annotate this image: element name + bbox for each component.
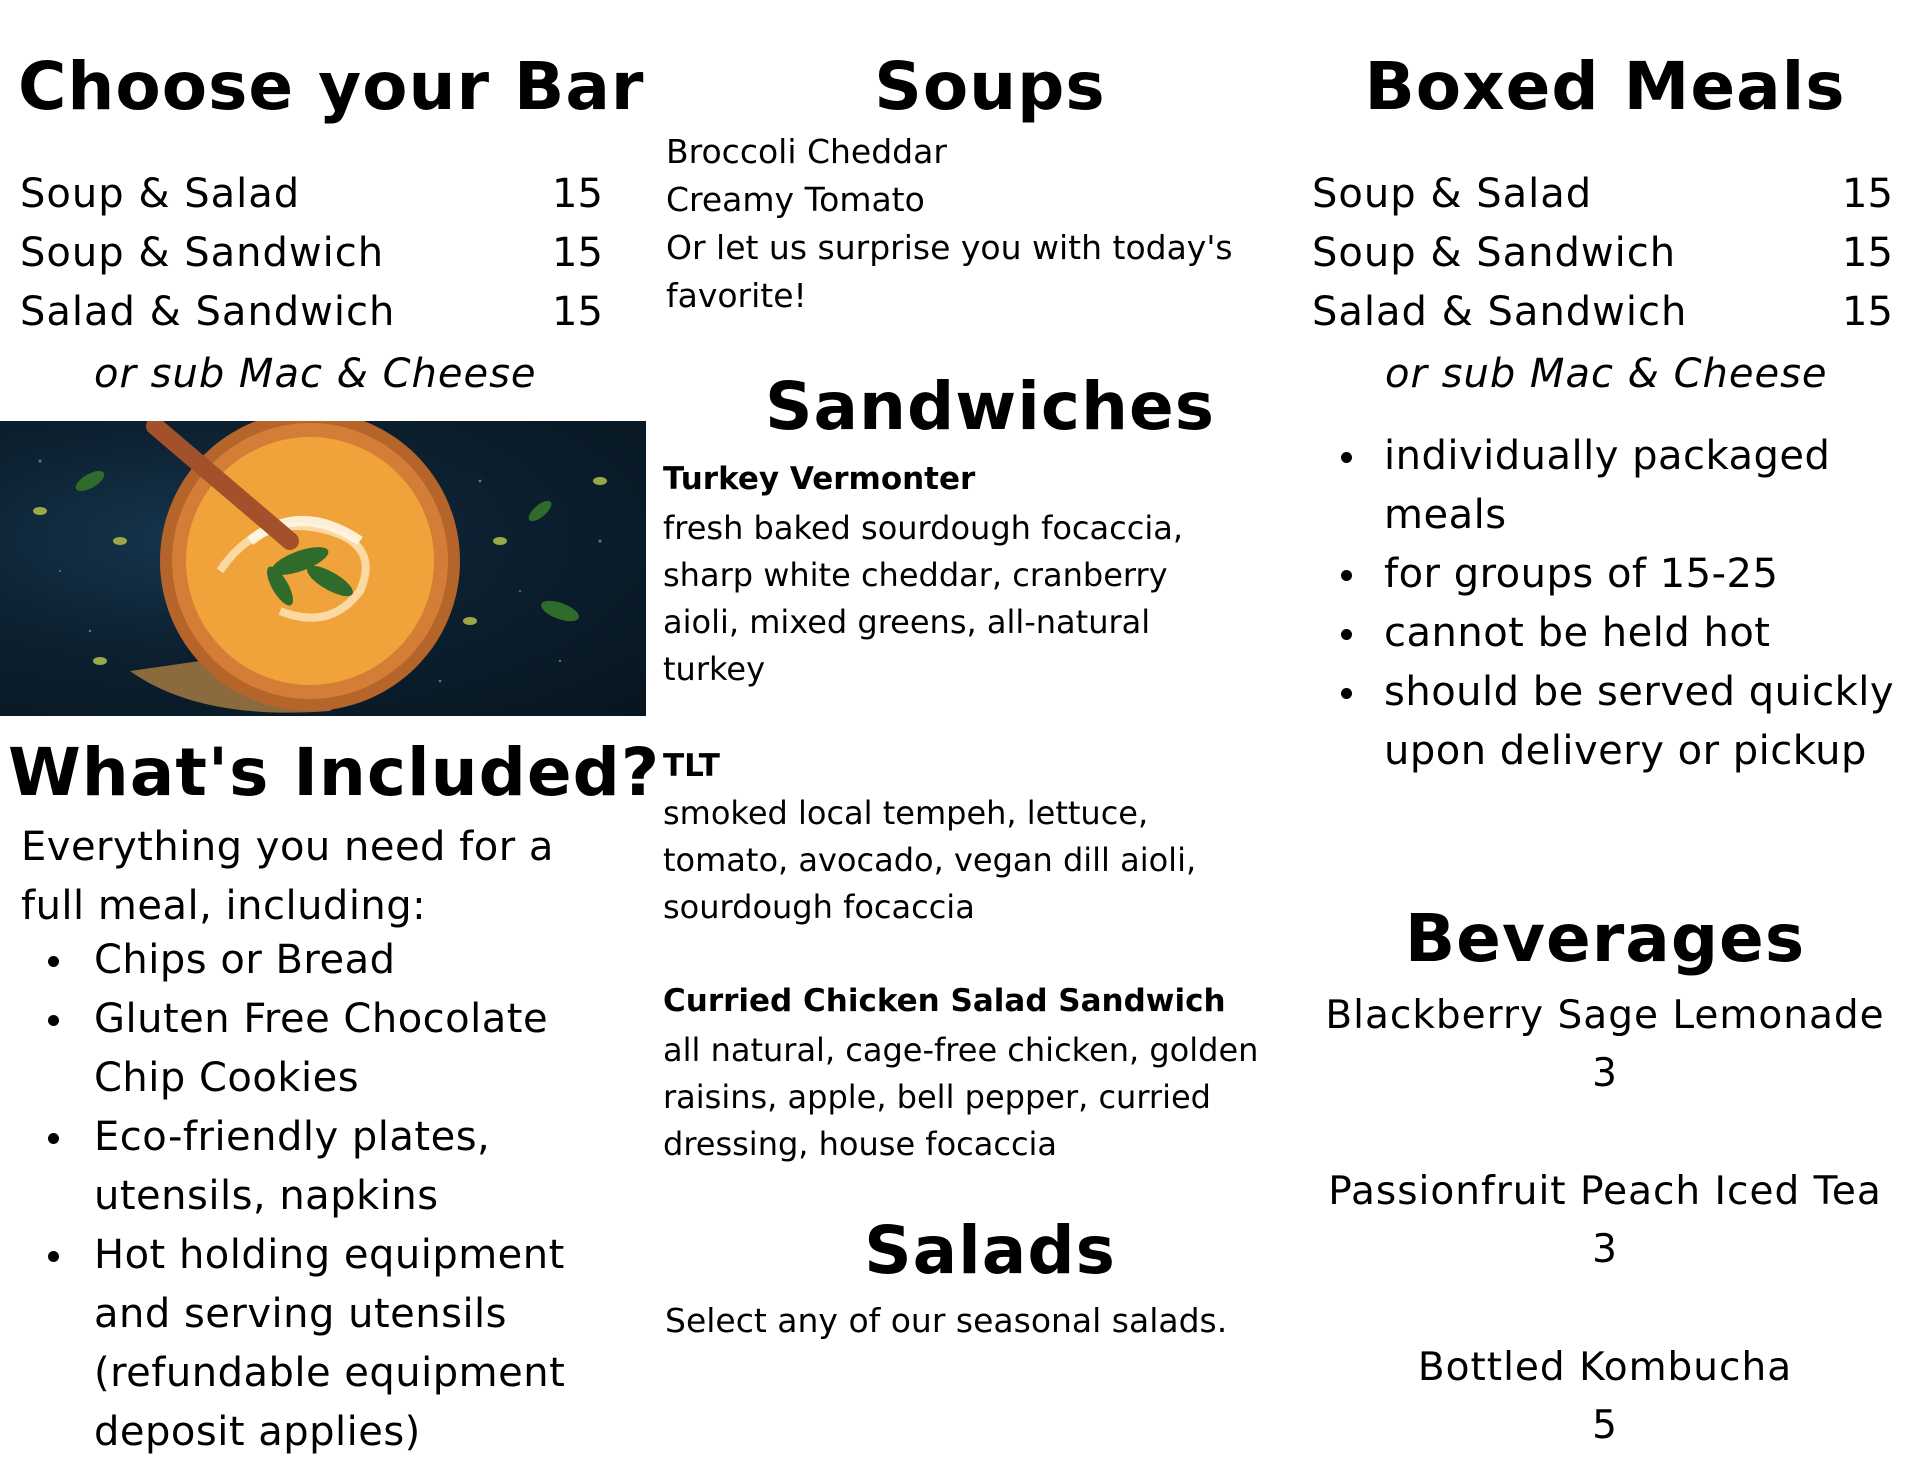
beverages-title: Beverages [1404, 900, 1806, 977]
included-item: Gluten Free Chocolate Chip Cookies [22, 990, 582, 1108]
boxed-item-1-name: Soup & Salad [1312, 171, 1593, 217]
sandwich-2-desc: smoked local tempeh, lettuce, tomato, avocado, vegan dill aioli, sourdough focaccia [663, 794, 1197, 926]
boxed-title: Boxed Meals [1364, 48, 1846, 125]
boxed-notes [1314, 427, 1914, 781]
beverage-1-price: 3 [1592, 1051, 1618, 1096]
boxed-item-3-price: 15 [1842, 289, 1893, 335]
bar-item-2-price: 15 [552, 230, 603, 276]
bar-item-1-price: 15 [552, 171, 603, 217]
boxed-item-2-name: Soup & Sandwich [1312, 230, 1677, 276]
included-intro-line-2: full meal, including: [21, 883, 427, 929]
soup-bowl-icon [0, 421, 646, 716]
soup-item: Broccoli Cheddar [666, 132, 947, 171]
boxed-item-2-price: 15 [1842, 230, 1893, 276]
included-title: What's Included? [8, 734, 661, 811]
bar-item-2-name: Soup & Sandwich [20, 230, 385, 276]
included-intro-line-1: Everything you need for a [21, 824, 554, 870]
beverage-2-price: 3 [1592, 1227, 1618, 1272]
boxed-item-3-name: Salad & Sandwich [1312, 289, 1688, 335]
bar-item-1-name: Soup & Salad [20, 171, 301, 217]
sandwich-3-name: Curried Chicken Salad Sandwich [663, 983, 1226, 1019]
included-list [22, 931, 582, 1462]
salads-title: Salads [864, 1212, 1116, 1289]
soup-item: Or let us surprise you with today's favorite! [666, 228, 1233, 315]
boxed-note: for groups of 15-25 [1314, 545, 1914, 604]
soup-item: Creamy Tomato [666, 180, 925, 219]
bar-item-3-price: 15 [552, 289, 603, 335]
bar-item-3-name: Salad & Sandwich [20, 289, 396, 335]
sandwich-1-desc: fresh baked sourdough focaccia, sharp white cheddar, cranberry aioli, mixed greens, all-natural turkey [663, 509, 1183, 688]
soups-list [666, 128, 1246, 320]
boxed-item-1-price: 15 [1842, 171, 1893, 217]
included-intro [21, 818, 554, 936]
bar-sub-note: or sub Mac & Cheese [94, 351, 537, 397]
bar-title: Choose your Bar [18, 48, 645, 125]
beverage-3-name: Bottled Kombucha [1417, 1345, 1793, 1390]
included-item: Eco-friendly plates, utensils, napkins [22, 1108, 582, 1226]
beverage-3-price: 5 [1592, 1403, 1618, 1448]
beverage-2-name: Passionfruit Peach Iced Tea [1328, 1169, 1882, 1214]
salads-text: Select any of our seasonal salads. [665, 1301, 1228, 1340]
soup-bowl-photo [0, 421, 646, 716]
sandwich-3-desc: all natural, cage-free chicken, golden raisins, apple, bell pepper, curried dressing, house focaccia [663, 1031, 1259, 1163]
beverage-1-name: Blackberry Sage Lemonade [1325, 993, 1885, 1038]
included-item: Hot holding equipment and serving utensils (refundable equipment deposit applies) [22, 1226, 582, 1462]
boxed-note: individually packaged meals [1314, 427, 1914, 545]
sandwich-1-name: Turkey Vermonter [663, 461, 976, 497]
sandwich-2-name: TLT [663, 748, 720, 784]
boxed-sub-note: or sub Mac & Cheese [1385, 351, 1828, 397]
boxed-note: should be served quickly upon delivery or pickup [1314, 663, 1914, 781]
soups-title: Soups [874, 48, 1106, 125]
sandwiches-title: Sandwiches [764, 368, 1216, 445]
boxed-note: cannot be held hot [1314, 604, 1914, 663]
included-item: Chips or Bread [22, 931, 582, 990]
